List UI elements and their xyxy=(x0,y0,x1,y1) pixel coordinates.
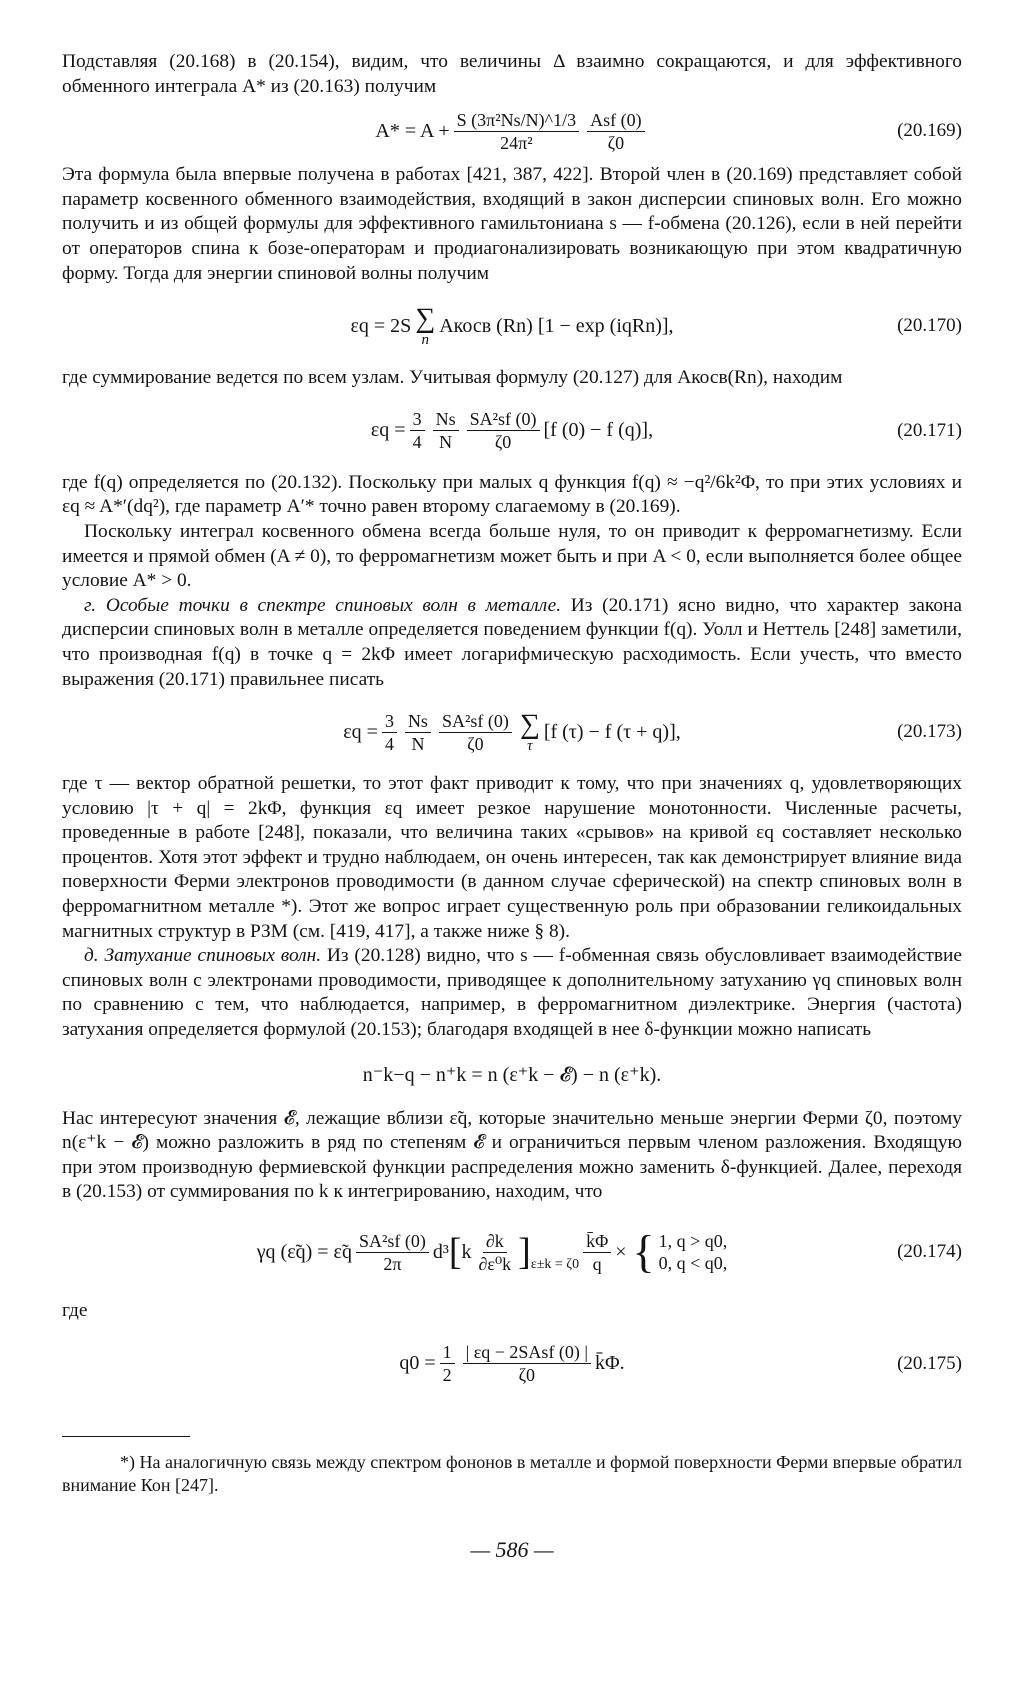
footnote-rule xyxy=(62,1436,190,1437)
equation-20-171 xyxy=(62,403,962,459)
numerator: 1 xyxy=(440,1342,455,1364)
paragraph: Нас интересуют значения 𝓔, лежащие вблизи ε̃q, которые значительно меньше энергии Ферми ζ0, поэтому n(ε⁺k − 𝓔) можно разложить в ряд по степеням 𝓔 и ограничиться первым членом разложения. Входящую при этом производную фермиевской функции распределения можно заменить δ-функцией. Далее, переходя в (20.153) от суммирования по k к интегрированию, находим, что xyxy=(62,1107,962,1203)
fraction xyxy=(356,1231,429,1274)
equation-term: d³ xyxy=(432,1240,449,1263)
paragraph: где f(q) определяется по (20.132). Поскольку при малых q функция f(q) ≈ −q²/6k²Φ, то при этих условиях и εq ≈ A*′(dq²), где параметр A′* точно равен второму слагаемому в (20.169). xyxy=(62,471,962,518)
equation-20-174 xyxy=(62,1219,962,1285)
paragraph: Подставляя (20.168) в (20.154), видим, что величины Δ взаимно сокращаются, и для эффективного обменного интеграла A* из (20.163) получим xyxy=(62,51,962,97)
fraction xyxy=(587,110,645,153)
page-number: — 586 — xyxy=(470,1536,554,1562)
equation-lhs: εq = 2S xyxy=(350,314,412,337)
denominator: ζ0 xyxy=(494,432,512,453)
fraction xyxy=(454,110,579,153)
section-heading: д. Затухание спиновых волн. xyxy=(84,945,322,967)
equation-lhs: A* = A + xyxy=(375,119,450,142)
fraction xyxy=(463,1342,591,1385)
equation-lhs: εq = xyxy=(370,419,406,442)
fraction xyxy=(410,409,425,452)
bracket-subscript: ε±k = ζ0 xyxy=(530,1257,580,1272)
fraction xyxy=(440,1342,455,1385)
sum-operator: ∑ τ xyxy=(519,708,540,754)
equation-lhs: γq (ε̃q) = ε̃q xyxy=(256,1240,352,1263)
equation-20-169 xyxy=(62,111,962,151)
sum-index: τ xyxy=(527,737,533,754)
numerator: SA²sf (0) xyxy=(467,409,540,431)
equation-rhs: k̄Φ. xyxy=(595,1352,625,1375)
equation-rhs: [f (0) − f (q)], xyxy=(543,419,654,442)
equation-20-173 xyxy=(62,704,962,760)
paragraph: где суммирование ведется по всем узлам. Учитывая формулу (20.127) для Aкосв(Rn), находим xyxy=(62,367,843,389)
equation-lhs: εq = xyxy=(343,720,378,743)
numerator: ∂k xyxy=(483,1231,507,1253)
equation-text: n⁻k−q − n⁺k = n (ε⁺k − 𝓔) − n (ε⁺k). xyxy=(362,1064,662,1087)
sum-index: n xyxy=(421,331,429,348)
denominator: ζ0 xyxy=(607,132,625,153)
case-line: 1, q > q0, xyxy=(658,1231,728,1251)
equation-rhs: Aкосв (Rn) [1 − exp (iqRn)], xyxy=(439,314,674,337)
denominator: ζ0 xyxy=(467,733,484,754)
equation-lhs: q0 = xyxy=(399,1352,436,1375)
page-content xyxy=(62,50,962,1563)
fraction xyxy=(583,1231,611,1274)
equation-20-170 xyxy=(62,298,962,354)
equation-number: (20.170) xyxy=(897,315,962,337)
numerator: S (3π²Ns/N)^1/3 xyxy=(454,110,579,132)
numerator: SA²sf (0) xyxy=(439,711,512,733)
fraction xyxy=(433,409,459,452)
footnote: *) На аналогичную связь между спектром фононов в металле и формой поверхности Ферми впервые обратил внимание Кон [247]. xyxy=(62,1451,962,1495)
denominator: 2π xyxy=(383,1253,402,1274)
equation-occupation xyxy=(62,1055,962,1095)
numerator: | εq − 2SAsf (0) | xyxy=(463,1342,591,1364)
times-sign: × xyxy=(615,1240,627,1263)
fraction xyxy=(467,409,540,452)
paragraph xyxy=(62,594,962,692)
equation-number: (20.173) xyxy=(897,721,962,743)
numerator: 3 xyxy=(410,409,425,431)
paragraph: Эта формула была впервые получена в работах [421, 387, 422]. Второй член в (20.169) представляет собой параметр косвенного обменного взаимодействия, входящий в закон дисперсии спиновых волн. Его можно получить и из общей формулы для эффективного гамильтониана s — f-обмена (20.126), если в ней перейти от операторов спина к бозе-операторам и продиагонализировать возникающую при этом квадратичную форму. Тогда для энергии спиновой волны получим xyxy=(62,164,962,284)
numerator: k̄Φ xyxy=(583,1231,611,1253)
equation-rhs: [f (τ) − f (τ + q)], xyxy=(543,720,681,743)
equation-number: (20.175) xyxy=(897,1352,962,1374)
paragraph: где τ — вектор обратной решетки, то этот факт приводит к тому, что при значениях q, удовлетворяющих условию |τ + q| = 2kΦ, функция εq имеет резкое нарушение монотонности. Численные расчеты, проведенные в работе [248], показали, что величина таких «срывов» на кривой εq составляет несколько процентов. Хотя этот эффект и трудно наблюдаем, он очень интересен, так как демонстрирует влияние вида поверхности Ферми электронов проводимости (в данном случае сферической) на спектр спиновых волн в ферромагнитном металле *). Этот же вопрос играет существенную роль при образовании геликоидальных магнитных структур в РЗМ (см. [419, 417], а также ниже § 8). xyxy=(62,773,962,942)
sum-operator: ∑ n xyxy=(415,302,436,348)
case-line: 0, q < q0, xyxy=(658,1253,728,1273)
equation-number: (20.174) xyxy=(897,1241,962,1262)
denominator: 24π² xyxy=(500,132,533,153)
section-heading: г. Особые точки в спектре спиновых волн в металле. xyxy=(84,594,562,616)
equation-number: (20.169) xyxy=(897,120,962,142)
denominator: ζ0 xyxy=(518,1365,536,1386)
fraction xyxy=(476,1231,515,1274)
equation-number: (20.171) xyxy=(897,419,962,441)
fraction xyxy=(439,711,512,754)
left-bracket: [ xyxy=(448,1231,462,1273)
numerator: 3 xyxy=(382,711,397,733)
denominator: 4 xyxy=(384,733,394,754)
denominator: 4 xyxy=(412,432,422,453)
numerator: SA²sf (0) xyxy=(356,1231,429,1253)
fraction xyxy=(382,711,397,754)
numerator: Ns xyxy=(433,409,459,431)
denominator: N xyxy=(439,432,453,453)
paragraph: где xyxy=(62,1300,88,1321)
paragraph-text: Из (20.171) ясно видно, что характер закона дисперсии спиновых волн в металле определяется поведением функции f(q). Уолл и Неттель [248] заметили, что производная f(q) в точке q = 2kΦ имеет логарифмическую расходимость. Если учесть, что вместо выражения (20.171) правильнее писать xyxy=(62,594,963,690)
right-bracket: ] xyxy=(518,1231,531,1273)
case-brace: { 1, q > q0, 0, q < q0, xyxy=(632,1226,728,1277)
equation-20-175 xyxy=(62,1336,962,1392)
fraction xyxy=(405,711,431,754)
numerator: Ns xyxy=(405,711,431,733)
paragraph xyxy=(62,944,962,1042)
denominator: N xyxy=(411,733,425,754)
paragraph: Поскольку интеграл косвенного обмена всегда больше нуля, то он приводит к ферромагнетизму. Если имеется и прямой обмен (A ≠ 0), то ферромагнетизм может быть и при A < 0, если выполняется более общее условие A* > 0. xyxy=(62,520,962,592)
denominator: ∂ε⁰k xyxy=(478,1253,512,1274)
denominator: 2 xyxy=(442,1365,452,1386)
denominator: q xyxy=(592,1253,602,1274)
equation-term: k xyxy=(461,1240,472,1263)
numerator: Asf (0) xyxy=(587,110,645,132)
paragraph-text: Из (20.128) видно, что s — f-обменная связь обусловливает взаимодействие спиновых волн с электронами проводимости, приводящее к дополнительному затуханию γq спиновых волн по сравнению с тем, что наблюдается, например, в ферромагнитном диэлектрике. Энергия (частота) затухания определяется формулой (20.153); благодаря входящей в нее δ-функции можно написать xyxy=(62,945,962,1041)
